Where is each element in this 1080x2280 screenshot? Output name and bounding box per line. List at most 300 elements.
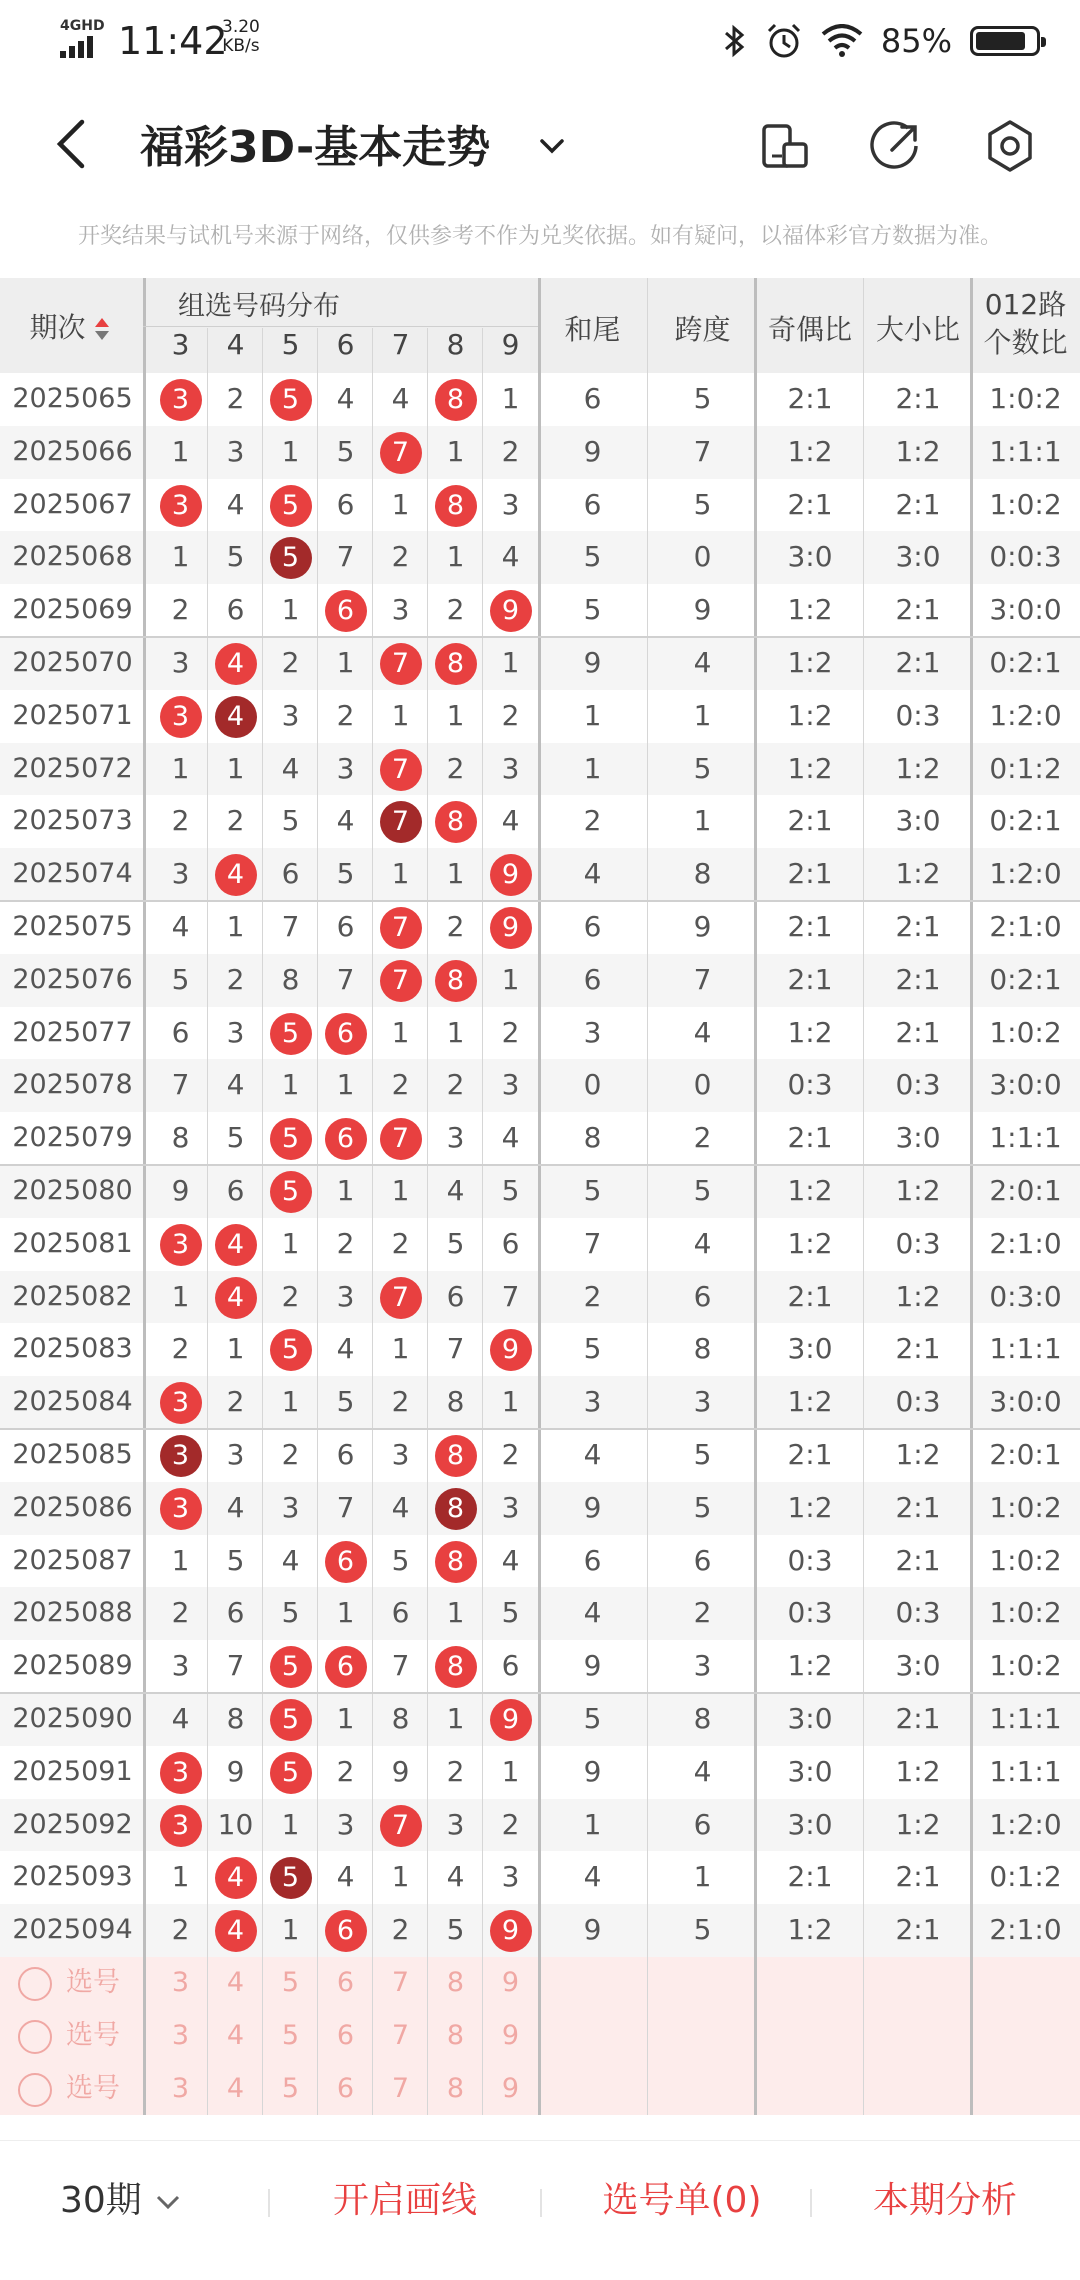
- period-cell: 2025068: [12, 541, 133, 573]
- span-cell: 2: [693, 1596, 712, 1630]
- route-ratio-cell: 2:1:0: [989, 910, 1062, 943]
- sum-tail-cell: 8: [583, 1121, 602, 1155]
- digit-cell: 4: [391, 1490, 410, 1524]
- big-small-cell: 3:0: [895, 1121, 941, 1155]
- span-cell: 6: [693, 1807, 712, 1841]
- sum-tail-cell: 5: [583, 1174, 602, 1207]
- digit-cell: 3: [501, 487, 520, 521]
- sum-tail-cell: 6: [583, 382, 602, 415]
- period-cell: 2025076: [12, 963, 133, 995]
- digit-cell: 8: [446, 1385, 465, 1419]
- digit-cell: 6: [281, 857, 300, 891]
- route-ratio-cell: 3:0:0: [989, 1068, 1062, 1102]
- digit-cell: [373, 1799, 428, 1852]
- digit-cell: 4: [171, 910, 190, 943]
- digit-cell: 2: [336, 1226, 355, 1260]
- route-ratio-cell: 0:2:1: [989, 646, 1062, 679]
- drawn-number-ball: 5: [270, 1699, 312, 1741]
- digit-cell: 3: [446, 1807, 465, 1841]
- period-cell: 2025083: [12, 1333, 133, 1365]
- chevron-down-icon[interactable]: [532, 126, 572, 166]
- digit-cell: [373, 1112, 428, 1165]
- odd-even-cell: 2:1: [787, 1860, 833, 1894]
- period-cell: 2025073: [12, 805, 133, 837]
- digit-cell: 2: [171, 1332, 190, 1366]
- big-small-cell: 3:0: [895, 804, 941, 838]
- big-small-cell: 0:3: [895, 698, 941, 732]
- digit-cell: 3: [391, 593, 410, 627]
- sum-tail-cell: 9: [583, 1490, 602, 1524]
- digit-cell: [428, 637, 483, 690]
- digit-cell: 3: [171, 857, 190, 891]
- sum-tail-cell: 6: [583, 1543, 602, 1577]
- digit-cell: 8: [171, 1121, 190, 1155]
- sum-tail-cell: 4: [583, 1596, 602, 1630]
- digit-cell: 3: [446, 1121, 465, 1155]
- sum-tail-cell: 3: [583, 1015, 602, 1049]
- route-ratio-cell: 1:0:2: [989, 382, 1062, 415]
- digit-cell: 2: [336, 698, 355, 732]
- span-cell: 0: [693, 1068, 712, 1102]
- span-cell: 1: [693, 804, 712, 838]
- digit-cell: 5: [281, 804, 300, 838]
- odd-even-cell: 2:1: [787, 1279, 833, 1313]
- sum-tail-cell: 3: [583, 1385, 602, 1419]
- digit-cell: 4: [226, 1490, 245, 1524]
- digit-cell: 1: [501, 382, 520, 415]
- digit-cell: 2: [391, 1068, 410, 1102]
- drawn-number-ball: 9: [490, 907, 532, 949]
- digit-cell: [318, 1904, 373, 1957]
- big-small-cell: 0:3: [895, 1226, 941, 1260]
- digit-cell: 2: [391, 1385, 410, 1419]
- sum-tail-cell: 5: [583, 1332, 602, 1366]
- digit-cell: [318, 1640, 373, 1693]
- digit-cell: [208, 1271, 263, 1324]
- digit-cell: 1: [226, 751, 245, 785]
- pick-digit-7[interactable]: 7: [391, 2072, 410, 2104]
- sum-tail-cell: 9: [583, 1754, 602, 1788]
- drawn-number-ball: 4: [215, 1224, 257, 1266]
- digit-cell: 2: [281, 1438, 300, 1471]
- battery-percent: 85%: [880, 22, 952, 60]
- drawn-number-ball: 9: [490, 1910, 532, 1952]
- route-ratio-cell: 0:0:3: [989, 540, 1062, 574]
- page-title[interactable]: 福彩3D-基本走势: [140, 122, 491, 173]
- digit-cell: 3: [501, 1860, 520, 1894]
- pick-digit-8[interactable]: 8: [446, 2072, 465, 2104]
- digit-cell: 4: [171, 1702, 190, 1735]
- period-cell: 2025077: [12, 1016, 133, 1048]
- digit-cell: [263, 531, 318, 584]
- digit-cell: 6: [391, 1596, 410, 1630]
- pick-digit-5[interactable]: 5: [281, 2072, 300, 2104]
- pick-digit-6[interactable]: 6: [336, 2019, 355, 2051]
- digit-cell: 1: [281, 593, 300, 627]
- odd-even-cell: 0:3: [787, 1596, 833, 1630]
- pick-digit-7[interactable]: 7: [391, 1967, 410, 1998]
- period-count-selector[interactable]: 30期: [60, 2171, 210, 2231]
- period-cell: 2025091: [12, 1755, 133, 1787]
- digit-cell: [153, 1799, 208, 1852]
- pick-digit-5[interactable]: 5: [281, 2019, 300, 2051]
- digit-cell: [373, 637, 428, 690]
- digit-cell: 5: [501, 1596, 520, 1630]
- digit-cell: [428, 954, 483, 1007]
- digit-cell: 1: [336, 1702, 355, 1735]
- digit-cell: [428, 795, 483, 848]
- digit-cell: 1: [171, 1543, 190, 1577]
- big-small-cell: 2:1: [895, 382, 941, 415]
- digit-header-4: 4: [226, 328, 245, 361]
- drawn-number-ball: 5: [270, 1118, 312, 1160]
- digit-cell: 5: [336, 1385, 355, 1419]
- digit-cell: 7: [281, 910, 300, 943]
- digit-header-6: 6: [336, 328, 355, 361]
- digit-cell: 5: [446, 1226, 465, 1260]
- drawn-number-ball: 4: [215, 696, 257, 738]
- digit-cell: [153, 1429, 208, 1482]
- odd-even-cell: 1:2: [787, 646, 833, 679]
- big-small-cell: 0:3: [895, 1068, 941, 1102]
- drawn-number-ball: 7: [380, 801, 422, 843]
- digit-cell: 4: [281, 751, 300, 785]
- drawn-number-ball: 3: [160, 1805, 202, 1847]
- odd-even-cell: 1:2: [787, 1015, 833, 1049]
- odd-even-cell: 1:2: [787, 698, 833, 732]
- digit-cell: 4: [336, 1860, 355, 1894]
- route-ratio-cell: 1:2:0: [989, 857, 1062, 891]
- odd-even-cell: 2:1: [787, 910, 833, 943]
- period-cell: 2025084: [12, 1386, 133, 1418]
- odd-even-cell: 3:0: [787, 540, 833, 574]
- route-ratio-cell: 1:1:1: [989, 1754, 1062, 1788]
- digit-cell: [483, 901, 538, 954]
- digit-cell: 2: [446, 1754, 465, 1788]
- digit-cell: [483, 1904, 538, 1957]
- odd-even-cell: 0:3: [787, 1068, 833, 1102]
- digit-cell: [318, 1112, 373, 1165]
- pick-radio[interactable]: [18, 2020, 52, 2054]
- digit-cell: 1: [446, 1596, 465, 1630]
- wifi-icon: [821, 24, 863, 58]
- odd-even-cell: 2:1: [787, 1438, 833, 1471]
- period-cell: 2025093: [12, 1861, 133, 1893]
- digit-cell: [483, 848, 538, 901]
- odd-even-cell: 1:2: [787, 1385, 833, 1419]
- digit-cell: [428, 479, 483, 532]
- drawn-number-ball: 7: [380, 749, 422, 791]
- period-analysis-button[interactable]: 本期分析: [872, 2180, 1017, 2221]
- digit-cell: 1: [171, 751, 190, 785]
- back-arrow-icon[interactable]: [48, 116, 98, 172]
- drawn-number-ball: 5: [270, 1646, 312, 1688]
- bottom-toolbar: [0, 2140, 1080, 2280]
- big-small-cell: 1:2: [895, 1279, 941, 1313]
- big-small-cell: 2:1: [895, 962, 941, 996]
- digit-cell: 7: [336, 1490, 355, 1524]
- route-ratio-cell: 3:0:0: [989, 1385, 1062, 1419]
- column-divider: [482, 328, 483, 2115]
- big-small-cell: 1:2: [895, 1754, 941, 1788]
- route-ratio-cell: 1:1:1: [989, 1702, 1062, 1735]
- column-divider: [372, 328, 373, 2115]
- pick-digit-5[interactable]: 5: [281, 1967, 300, 1998]
- odd-even-header: 奇偶比: [767, 313, 852, 346]
- digit-cell: 2: [501, 698, 520, 732]
- drawn-number-ball: 6: [325, 590, 367, 632]
- drawn-number-ball: 7: [380, 1118, 422, 1160]
- big-small-cell: 2:1: [895, 1702, 941, 1735]
- digit-cell: 4: [391, 382, 410, 415]
- digit-cell: 1: [391, 1015, 410, 1049]
- column-divider: [317, 328, 318, 2115]
- drawn-number-ball: 5: [270, 537, 312, 579]
- drawn-number-ball: 9: [490, 1329, 532, 1371]
- digit-cell: [263, 1640, 318, 1693]
- pick-digit-3[interactable]: 3: [171, 2072, 190, 2104]
- pick-digit-3[interactable]: 3: [171, 2019, 190, 2051]
- odd-even-cell: 1:2: [787, 1174, 833, 1207]
- odd-even-cell: 3:0: [787, 1754, 833, 1788]
- pick-digit-9[interactable]: 9: [501, 2072, 520, 2104]
- period-header[interactable]: 期次: [0, 306, 140, 346]
- big-small-cell: 1:2: [895, 1438, 941, 1471]
- period-cell: 2025079: [12, 1122, 133, 1154]
- column-divider: [754, 278, 757, 2115]
- span-cell: 4: [693, 1015, 712, 1049]
- pick-digit-9[interactable]: 9: [501, 1967, 520, 1998]
- digit-cell: 5: [171, 962, 190, 996]
- drawn-number-ball: 8: [435, 1541, 477, 1583]
- digit-header-3: 3: [171, 328, 190, 361]
- digit-cell: 2: [226, 382, 245, 415]
- odd-even-cell: 3:0: [787, 1332, 833, 1366]
- digit-cell: [153, 1218, 208, 1271]
- route-ratio-cell: 1:0:2: [989, 1015, 1062, 1049]
- span-cell: 3: [693, 1649, 712, 1683]
- digit-cell: [428, 373, 483, 426]
- sum-tail-cell: 9: [583, 434, 602, 468]
- digit-cell: 6: [501, 1649, 520, 1683]
- digit-cell: [263, 1746, 318, 1799]
- drawn-number-ball: 6: [325, 1013, 367, 1055]
- drawn-number-ball: 7: [380, 1805, 422, 1847]
- digit-cell: 1: [446, 434, 465, 468]
- pick-digit-8[interactable]: 8: [446, 2019, 465, 2051]
- pick-digit-3[interactable]: 3: [171, 1967, 190, 1998]
- period-cell: 2025085: [12, 1439, 133, 1470]
- digit-cell: [263, 1007, 318, 1060]
- span-cell: 5: [693, 1438, 712, 1471]
- odd-even-cell: 1:2: [787, 1649, 833, 1683]
- span-cell: 7: [693, 962, 712, 996]
- digit-cell: 2: [336, 1754, 355, 1788]
- drawn-number-ball: 3: [160, 1435, 202, 1477]
- pick-label[interactable]: 选号: [66, 1967, 120, 1998]
- digit-cell: 6: [226, 1596, 245, 1630]
- odd-even-cell: 2:1: [787, 1121, 833, 1155]
- span-cell: 9: [693, 593, 712, 627]
- digit-cell: [208, 690, 263, 743]
- digit-cell: 1: [171, 434, 190, 468]
- digit-cell: 6: [226, 593, 245, 627]
- pick-digit-7[interactable]: 7: [391, 2019, 410, 2051]
- pick-label[interactable]: 选号: [66, 2019, 120, 2051]
- group-separator: [0, 1428, 1080, 1430]
- digit-cell: 1: [281, 1385, 300, 1419]
- big-small-cell: 2:1: [895, 1543, 941, 1577]
- route-ratio-cell: 0:1:2: [989, 1860, 1062, 1894]
- pick-list-button[interactable]: 选号单(0): [602, 2180, 762, 2221]
- digit-cell: 2: [446, 910, 465, 943]
- big-small-cell: 2:1: [895, 593, 941, 627]
- pick-digit-4[interactable]: 4: [226, 2072, 245, 2104]
- digit-cell: 1: [391, 857, 410, 891]
- digit-cell: [153, 1376, 208, 1429]
- digit-cell: 7: [336, 540, 355, 574]
- digit-cell: 1: [281, 1068, 300, 1102]
- route-ratio-cell: 2:1:0: [989, 1913, 1062, 1947]
- digit-cell: [428, 1535, 483, 1588]
- sum-tail-cell: 9: [583, 1913, 602, 1947]
- route-ratio-cell: 1:1:1: [989, 1332, 1062, 1366]
- sort-icon[interactable]: [94, 316, 110, 342]
- sum-tail-cell: 5: [583, 1702, 602, 1735]
- digit-cell: 4: [226, 1068, 245, 1102]
- digit-cell: 2: [226, 962, 245, 996]
- group-separator: [0, 636, 1080, 638]
- digit-cell: [483, 1693, 538, 1746]
- digit-cell: 1: [336, 646, 355, 679]
- digit-cell: 4: [501, 1543, 520, 1577]
- route-ratio-cell: 1:0:2: [989, 1649, 1062, 1683]
- digit-cell: 10: [217, 1807, 254, 1841]
- span-header: 跨度: [674, 313, 731, 346]
- digit-cell: 4: [336, 804, 355, 838]
- digit-cell: 2: [501, 1015, 520, 1049]
- span-cell: 2: [693, 1121, 712, 1155]
- group-distribution-header: 组选号码分布: [178, 291, 340, 322]
- span-cell: 5: [693, 1174, 712, 1207]
- period-cell: 2025065: [12, 383, 133, 414]
- period-cell: 2025070: [12, 647, 133, 678]
- drawn-number-ball: 5: [270, 1013, 312, 1055]
- sum-tail-cell: 5: [583, 540, 602, 574]
- route-ratio-cell: 1:2:0: [989, 1807, 1062, 1841]
- drawn-number-ball: 5: [270, 379, 312, 421]
- digit-cell: 2: [281, 646, 300, 679]
- digit-cell: 6: [226, 1174, 245, 1207]
- digit-cell: 5: [446, 1913, 465, 1947]
- digit-cell: [373, 1271, 428, 1324]
- pick-digit-4[interactable]: 4: [226, 2019, 245, 2051]
- digit-cell: [483, 584, 538, 637]
- digit-cell: 5: [336, 857, 355, 891]
- pick-label[interactable]: 选号: [66, 2072, 120, 2104]
- drawn-number-ball: 3: [160, 1224, 202, 1266]
- pick-digit-9[interactable]: 9: [501, 2019, 520, 2051]
- sum-tail-cell: 1: [583, 751, 602, 785]
- odd-even-cell: 1:2: [787, 1490, 833, 1524]
- big-small-cell: 2:1: [895, 1913, 941, 1947]
- drawn-number-ball: 9: [490, 590, 532, 632]
- drawn-number-ball: 4: [215, 1910, 257, 1952]
- digit-cell: 5: [501, 1174, 520, 1207]
- sum-tail-cell: 5: [583, 593, 602, 627]
- digit-cell: 3: [226, 434, 245, 468]
- period-cell: 2025080: [12, 1175, 133, 1206]
- drawn-number-ball: 4: [215, 854, 257, 896]
- pick-digit-4[interactable]: 4: [226, 1967, 245, 1998]
- drawn-number-ball: 4: [215, 1277, 257, 1319]
- digit-cell: 2: [391, 540, 410, 574]
- digit-cell: 2: [281, 1279, 300, 1313]
- sum-tail-header: 和尾: [564, 313, 621, 346]
- digit-cell: 3: [226, 1438, 245, 1471]
- period-cell: 2025092: [12, 1808, 133, 1840]
- odd-even-cell: 1:2: [787, 1913, 833, 1947]
- drawn-number-ball: 7: [380, 907, 422, 949]
- big-small-cell: 2:1: [895, 487, 941, 521]
- digit-cell: 2: [171, 1596, 190, 1630]
- drawn-number-ball: 8: [435, 1435, 477, 1477]
- route-ratio-cell: 1:1:1: [989, 434, 1062, 468]
- digit-cell: 6: [171, 1015, 190, 1049]
- column-divider: [143, 278, 146, 2115]
- draw-line-button[interactable]: 开启画线: [332, 2180, 477, 2221]
- share-icon[interactable]: [868, 118, 924, 174]
- span-cell: 3: [693, 1385, 712, 1419]
- big-small-cell: 2:1: [895, 1015, 941, 1049]
- digit-cell: 6: [336, 1438, 355, 1471]
- period-cell: 2025071: [12, 699, 133, 731]
- digit-cell: [153, 479, 208, 532]
- route-ratio-cell: 1:0:2: [989, 487, 1062, 521]
- drawn-number-ball: 5: [270, 1752, 312, 1794]
- big-small-cell: 2:1: [895, 1490, 941, 1524]
- digit-cell: 4: [281, 1543, 300, 1577]
- pick-radio[interactable]: [18, 2073, 52, 2107]
- digit-cell: [153, 690, 208, 743]
- digit-cell: 8: [391, 1702, 410, 1735]
- digit-cell: 1: [501, 646, 520, 679]
- group-separator: [0, 900, 1080, 902]
- digit-cell: 9: [171, 1174, 190, 1207]
- phone-rotate-icon[interactable]: [756, 118, 812, 174]
- digit-cell: 1: [281, 1913, 300, 1947]
- span-cell: 8: [693, 857, 712, 891]
- pick-radio[interactable]: [18, 1967, 52, 2001]
- span-cell: 1: [693, 698, 712, 732]
- digit-cell: [373, 795, 428, 848]
- pick-digit-8[interactable]: 8: [446, 1967, 465, 1998]
- pick-digit-6[interactable]: 6: [336, 1967, 355, 1998]
- digit-cell: 2: [446, 751, 465, 785]
- sum-tail-cell: 1: [583, 698, 602, 732]
- settings-icon[interactable]: [982, 118, 1038, 174]
- digit-cell: 2: [226, 1385, 245, 1419]
- column-divider: [207, 328, 208, 2115]
- digit-cell: [428, 1482, 483, 1535]
- digit-cell: 5: [391, 1543, 410, 1577]
- drawn-number-ball: 5: [270, 1329, 312, 1371]
- digit-cell: 1: [171, 1279, 190, 1313]
- digit-cell: 4: [446, 1860, 465, 1894]
- sum-tail-cell: 6: [583, 487, 602, 521]
- pick-digit-6[interactable]: 6: [336, 2072, 355, 2104]
- odd-even-cell: 2:1: [787, 487, 833, 521]
